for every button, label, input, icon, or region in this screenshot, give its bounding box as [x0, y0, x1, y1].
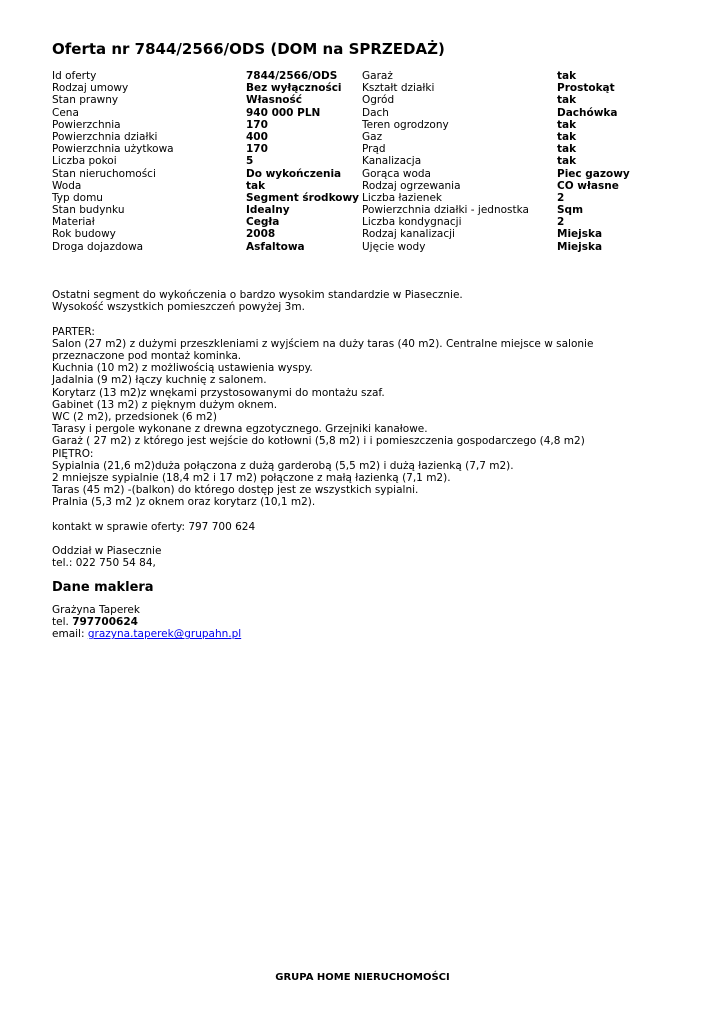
- detail-value: Miejska: [557, 240, 603, 253]
- agent-email-row: [52, 628, 452, 640]
- detail-label: Teren ogrodzony: [362, 118, 449, 131]
- description-line: 2 mniejsze sypialnie (18,4 m2 i 17 m2) połączone z małą łazienką (7,1 m2).: [52, 472, 451, 485]
- agent-contact: [52, 604, 452, 641]
- detail-label: Droga dojazdowa: [52, 240, 144, 253]
- agent-section-heading: Dane maklera: [52, 580, 154, 595]
- detail-label: Rodzaj kanalizacji: [362, 228, 455, 241]
- detail-label: Rodzaj umowy: [52, 82, 129, 95]
- detail-value: tak: [557, 70, 577, 82]
- detail-value: Dachówka: [557, 106, 618, 119]
- detail-label: Kanalizacja: [362, 155, 422, 168]
- detail-label: Gorąca woda: [362, 167, 431, 180]
- detail-label: Powierzchnia działki: [52, 130, 158, 143]
- description-line: Korytarz (13 m2)z wnękami przystosowanymi do montażu szaf.: [52, 386, 385, 399]
- detail-value: Segment środkowy: [246, 191, 360, 204]
- detail-value: tak: [557, 155, 577, 168]
- description-line: Ostatni segment do wykończenia o bardzo wysokim standardzie w Piasecznie.: [52, 289, 463, 301]
- detail-label: Powierzchnia użytkowa: [52, 143, 174, 156]
- detail-label: Dach: [362, 106, 389, 119]
- agent-phone: 797700624: [72, 616, 138, 629]
- detail-value: 2: [557, 216, 565, 229]
- details-right-values: [557, 70, 667, 253]
- description-line: Wysokość wszystkich pomieszczeń powyżej 3m.: [52, 301, 305, 314]
- detail-label: Cena: [52, 106, 79, 119]
- detail-value: 2008: [246, 228, 276, 241]
- detail-value: Do wykończenia: [246, 167, 342, 180]
- description-line: Taras (45 m2) -(balkon) do którego dostęp jest ze wszystkich sypialni.: [52, 484, 419, 497]
- detail-value: 940 000 PLN: [246, 106, 321, 119]
- detail-label: Stan nieruchomości: [52, 167, 156, 180]
- detail-value: tak: [557, 118, 577, 131]
- detail-label: Powierzchnia: [52, 118, 121, 131]
- detail-value: Bez wyłączności: [246, 82, 342, 95]
- description-line: PIĘTRO:: [52, 447, 94, 460]
- details-left-labels: [52, 70, 246, 253]
- page-title: Oferta nr 7844/2566/ODS (DOM na SPRZEDAŻ): [52, 40, 445, 58]
- offer-details-table: [52, 70, 672, 270]
- description-line: WC (2 m2), przedsionek (6 m2): [52, 411, 217, 424]
- detail-label: Rodzaj ogrzewania: [362, 179, 461, 192]
- description-line: [52, 313, 662, 325]
- detail-label: Materiał: [52, 216, 95, 229]
- description-line: Tarasy i pergole wykonane z drewna egzotycznego. Grzejniki kanałowe.: [52, 423, 428, 436]
- description-line: kontakt w sprawie oferty: 797 700 624: [52, 520, 256, 533]
- detail-value: Piec gazowy: [557, 167, 630, 180]
- description-line: PARTER:: [52, 325, 95, 338]
- detail-label: Liczba kondygnacji: [362, 216, 462, 229]
- details-right-labels: [362, 70, 557, 253]
- detail-value: 170: [246, 143, 268, 156]
- detail-label: Gaz: [362, 130, 383, 143]
- detail-value: Idealny: [246, 204, 290, 217]
- detail-value: CO własne: [557, 179, 619, 192]
- detail-value: Prostokąt: [557, 82, 615, 95]
- details-left-values: [246, 70, 362, 253]
- detail-label: Liczba łazienek: [362, 191, 442, 204]
- detail-value: Miejska: [557, 228, 603, 241]
- detail-label: Stan prawny: [52, 94, 119, 107]
- offer-description: [52, 289, 662, 570]
- detail-value: 170: [246, 118, 268, 131]
- detail-label: Garaż: [362, 70, 393, 82]
- agent-phone-label: tel.: [52, 616, 69, 629]
- detail-value: 400: [246, 130, 268, 143]
- agent-phone-row: [52, 616, 452, 628]
- description-line: Gabinet (13 m2) z pięknym dużym oknem.: [52, 398, 278, 411]
- detail-value: 5: [246, 155, 254, 168]
- detail-label: Woda: [52, 179, 82, 192]
- description-line: Pralnia (5,3 m2 )z oknem oraz korytarz (10,1 m2).: [52, 496, 316, 509]
- description-line: Sypialnia (21,6 m2)duża połączona z dużą garderobą (5,5 m2) i dużą łazienką (7,7 m2).: [52, 459, 514, 472]
- description-line: tel.: 022 750 54 84,: [52, 557, 156, 570]
- detail-label: Typ domu: [52, 191, 103, 204]
- detail-value: Sqm: [557, 204, 584, 217]
- detail-value: tak: [557, 143, 577, 156]
- detail-value: Cegła: [246, 216, 280, 229]
- detail-label: Ujęcie wody: [362, 240, 426, 253]
- description-line: Oddział w Piasecznie: [52, 545, 162, 558]
- detail-label: Kształt działki: [362, 82, 435, 95]
- agent-email-label: email:: [52, 628, 85, 641]
- description-line: Salon (27 m2) z dużymi przeszkleniami z wyjściem na duży taras (40 m2). Centralne miejsce w salonie przeznaczone pod montaż kominka.: [52, 337, 594, 362]
- agent-email-link[interactable]: grazyna.taperek@grupahn.pl: [87, 628, 242, 641]
- detail-value: tak: [246, 179, 266, 192]
- detail-label: Id oferty: [52, 70, 97, 82]
- description-line: [52, 509, 662, 521]
- footer-company-name: GRUPA HOME NIERUCHOMOŚCI: [275, 972, 450, 983]
- detail-value: tak: [557, 94, 577, 107]
- detail-value: tak: [557, 130, 577, 143]
- description-line: [52, 533, 662, 545]
- detail-value: 2: [557, 191, 565, 204]
- detail-value: Asfaltowa: [246, 240, 305, 253]
- detail-label: Liczba pokoi: [52, 155, 117, 168]
- description-line: Garaż ( 27 m2) z którego jest wejście do kotłowni (5,8 m2) i i pomieszczenia gospodarczego (4,8 m2): [52, 435, 585, 448]
- agent-name: Grażyna Taperek: [52, 604, 140, 616]
- detail-label: Ogród: [362, 94, 395, 107]
- description-line: Kuchnia (10 m2) z możliwością ustawienia wyspy.: [52, 362, 313, 375]
- detail-label: Rok budowy: [52, 228, 116, 241]
- detail-label: Stan budynku: [52, 204, 125, 217]
- detail-label: Powierzchnia działki - jednostka: [362, 204, 529, 217]
- detail-value: 7844/2566/ODS: [246, 70, 338, 82]
- detail-value: Własność: [246, 94, 302, 107]
- description-line: Jadalnia (9 m2) łączy kuchnię z salonem.: [52, 374, 267, 387]
- detail-label: Prąd: [362, 143, 386, 156]
